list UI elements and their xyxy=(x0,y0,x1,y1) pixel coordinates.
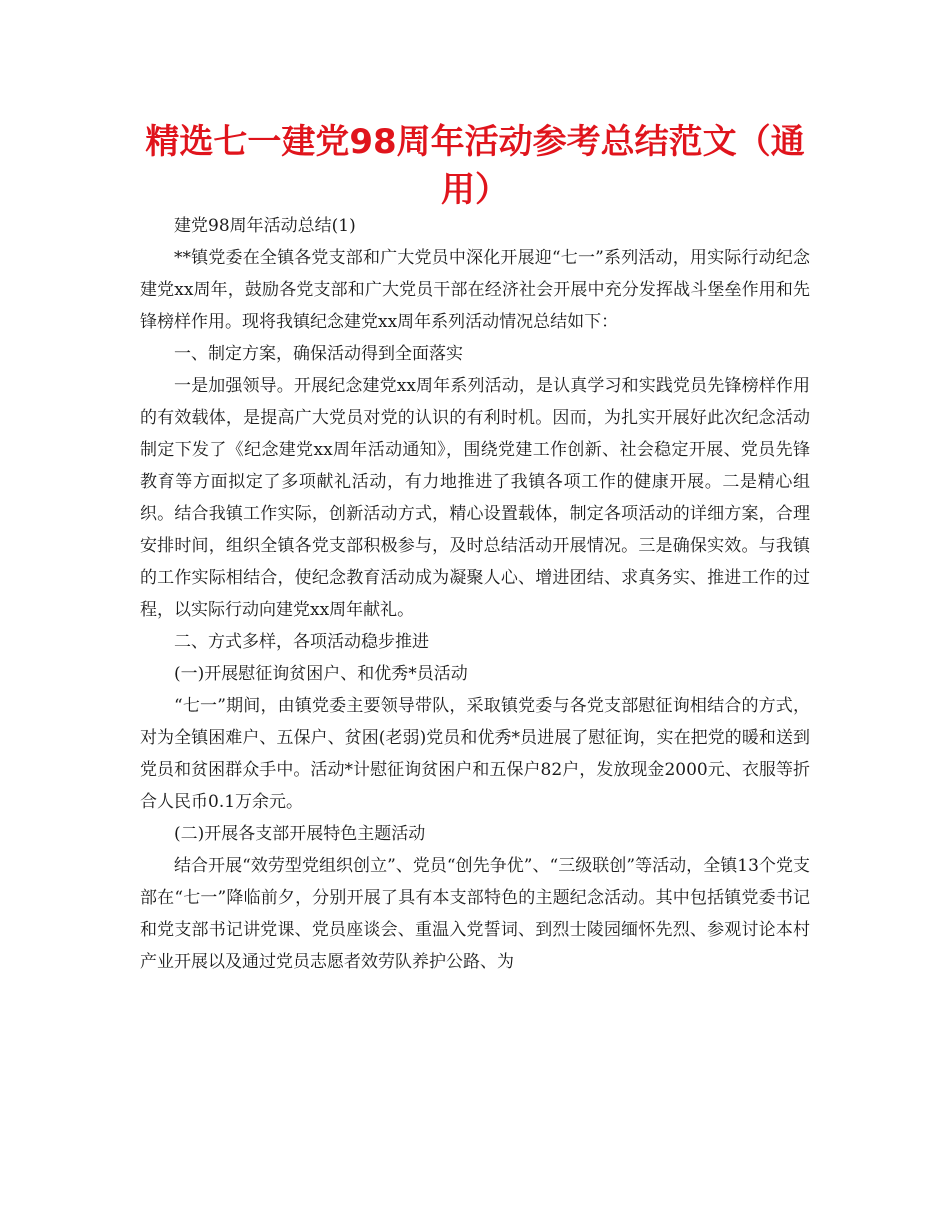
subsection-heading-1: (一)开展慰征询贫困户、和优秀*员活动 xyxy=(174,664,468,684)
paragraph-intro: **镇党委在全镇各党支部和广大党员中深化开展迎“七一”系列活动，用实际行动纪念建党xx周年，鼓励各党支部和广大党员干部在经济社会开展中充分发挥战斗堡垒作用和先锋榜样作用。现将我镇纪念建党xx周年系列活动情况总结如下： xyxy=(140,248,810,332)
paragraph-subtitle: 建党98周年活动总结(1) xyxy=(174,216,356,236)
paragraph-subsection-1: “七一”期间，由镇党委主要领导带队，采取镇党委与各党支部慰征询相结合的方式，对为全镇困难户、五保户、贫困(老弱)党员和优秀*员进展了慰征询，实在把党的暖和送到党员和贫困群众手中。活动*计慰征询贫困户和五保户82户，发放现金2000元、衣服等折合人民币0.1万余元。 xyxy=(140,696,810,812)
section-heading-1: 一、制定方案，确保活动得到全面落实 xyxy=(174,344,463,364)
document-title: 精选七一建党98周年活动参考总结范文（通用） xyxy=(145,122,805,210)
subsection-heading-2: (二)开展各支部开展特色主题活动 xyxy=(174,824,426,844)
document-body xyxy=(140,210,810,978)
paragraph-section-1: 一是加强领导。开展纪念建党xx周年系列活动，是认真学习和实践党员先锋榜样作用的有效载体，是提高广大党员对党的认识的有利时机。因而，为扎实开展好此次纪念活动制定下发了《纪念建党xx周年活动通知》，围绕党建工作创新、社会稳定开展、党员先锋教育等方面拟定了多项献礼活动，有力地推进了我镇各项工作的健康开展。二是精心组织。结合我镇工作实际，创新活动方式，精心设置载体，制定各项活动的详细方案，合理安排时间，组织全镇各党支部积极参与，及时总结活动开展情况。三是确保实效。与我镇的工作实际相结合，使纪念教育活动成为凝聚人心、增进团结、求真务实、推进工作的过程，以实际行动向建党xx周年献礼。 xyxy=(140,376,810,620)
paragraph-subsection-2: 结合开展“效劳型党组织创立”、党员“创先争优”、“三级联创”等活动，全镇13个党支部在“七一”降临前夕，分别开展了具有本支部特色的主题纪念活动。其中包括镇党委书记和党支部书记讲党课、党员座谈会、重温入党誓词、到烈士陵园缅怀先烈、参观讨论本村产业开展以及通过党员志愿者效劳队养护公路、为 xyxy=(140,856,810,972)
section-heading-2: 二、方式多样，各项活动稳步推进 xyxy=(174,632,429,652)
